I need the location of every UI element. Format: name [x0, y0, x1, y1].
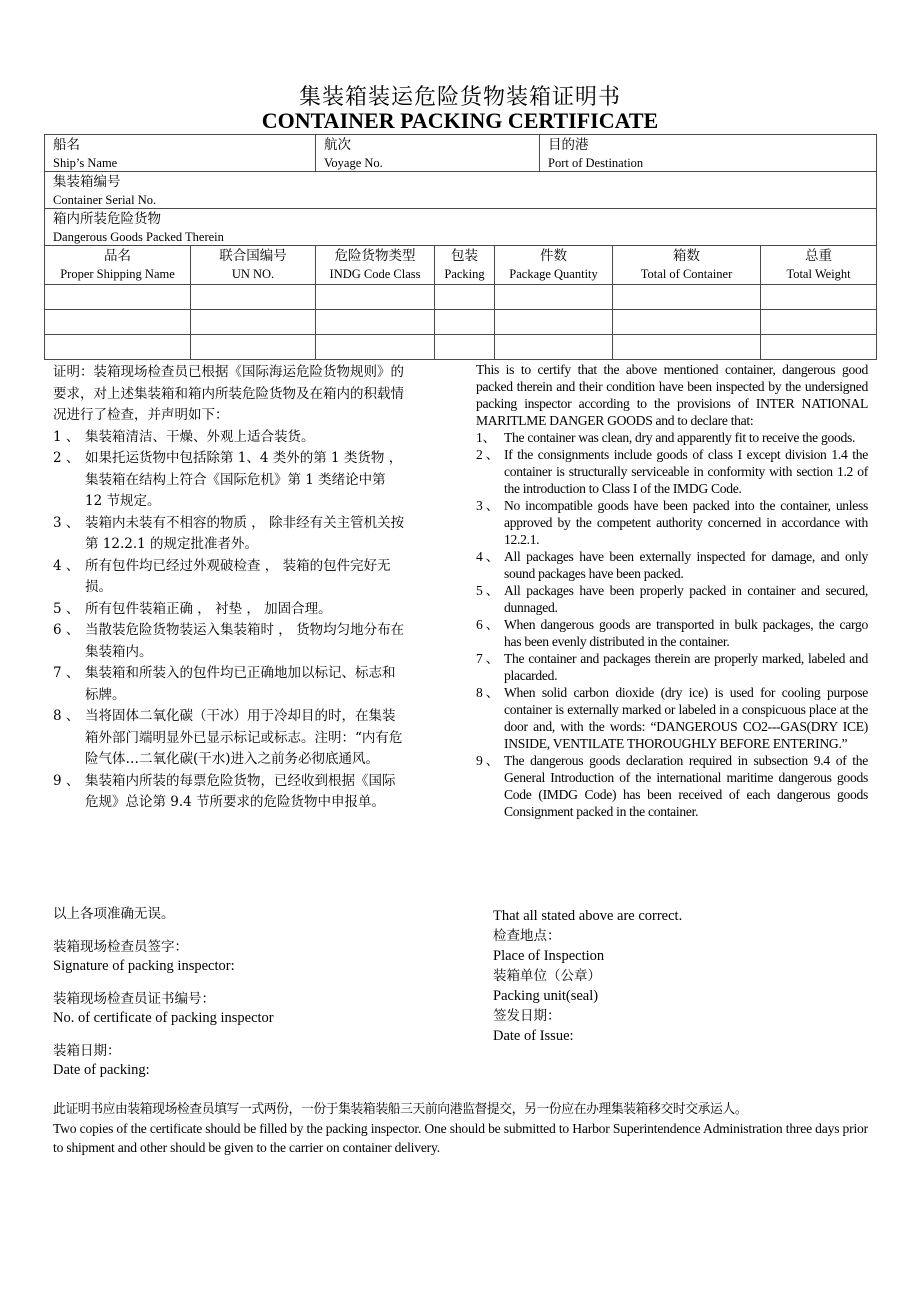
- item-text: All packages have been externally inspected for damage, and only sound packages have been packed.: [504, 549, 868, 581]
- footer-note: [53, 1100, 868, 1157]
- certificate-form-table: [44, 134, 877, 360]
- item-text: When solid carbon dioxide (dry ice) is used for cooling purpose container is externally marked or labeled in a conspicuous place at the door and, with the words: “DANGEROUS CO2---GAS(DRY ICE) INSIDE, VENTILATE THOROUGHLY BEFORE ENTERING.”: [504, 685, 868, 751]
- item-number: 4 、: [476, 549, 499, 564]
- item-number: 1 、: [53, 428, 80, 445]
- date-of-packing-field[interactable]: [53, 1042, 453, 1080]
- table-cell[interactable]: [316, 285, 435, 310]
- item-number: 1、: [476, 430, 496, 445]
- table-cell[interactable]: [495, 310, 613, 335]
- ship-name-field[interactable]: [45, 135, 316, 172]
- table-cell[interactable]: [761, 335, 877, 360]
- certificate-number-label-cn: 装箱现场检查员证书编号：: [53, 991, 215, 1007]
- item-text: 集装箱内所装的每票危险货物，已经收到根据《国际危规》总论第 9.4 节所要求的危险货物中申报单。: [85, 772, 396, 810]
- column-header-cn: 危险货物类型: [334, 248, 416, 264]
- date-of-issue-label-cn: 签发日期：: [493, 1008, 561, 1024]
- signature-label-en: Signature of packing inspector:: [53, 958, 235, 974]
- column-header-cn: 品名: [104, 248, 131, 264]
- place-of-inspection-field[interactable]: [493, 926, 873, 966]
- table-cell[interactable]: [613, 335, 761, 360]
- declaration-item-en: [476, 548, 868, 582]
- signature-field[interactable]: [53, 938, 453, 976]
- table-cell[interactable]: [45, 335, 191, 360]
- column-header-cn: 箱数: [673, 248, 701, 264]
- column-header-en: Proper Shipping Name: [60, 267, 175, 281]
- declaration-item-cn: [53, 427, 405, 449]
- voyage-no-label-en: Voyage No.: [324, 156, 383, 170]
- signature-section-right: [493, 906, 873, 1046]
- declaration-item-en: [476, 497, 868, 548]
- item-number: 8 、: [53, 708, 80, 724]
- item-number: 7 、: [53, 665, 80, 681]
- declaration-item-en: [476, 616, 868, 650]
- declaration-intro-en: This is to certify that the above mentioned container, dangerous good packed therein and their condition have been inspected by the undersigned packing inspector according to the provisions of INTER NATIONAL MARITLME DANGER GOODS and to declare that:: [476, 362, 868, 428]
- declaration-item-en: [476, 752, 868, 820]
- item-text: 当散装危险货物装运入集装箱时 ， 货物均匀地分布在集装箱内。: [85, 622, 405, 660]
- item-text: The container was clean, dry and apparently fit to receive the goods.: [504, 430, 856, 445]
- table-cell[interactable]: [435, 310, 495, 335]
- dangerous-goods-header: [45, 209, 877, 246]
- column-header-cn: 联合国编号: [219, 248, 287, 264]
- item-number: 5 、: [476, 583, 499, 598]
- signature-section-left: [53, 938, 453, 1094]
- item-text: 所有包件均已经过外观破检查 ， 装箱的包件完好无损。: [85, 557, 391, 595]
- table-cell[interactable]: [316, 310, 435, 335]
- declaration-item-cn: [53, 448, 405, 513]
- table-cell[interactable]: [435, 285, 495, 310]
- item-number: 4 、: [53, 557, 80, 574]
- declaration-item-en: [476, 684, 868, 752]
- declaration-item-cn: [53, 771, 405, 814]
- confirmation-cn: 以上各项准确无误。: [53, 906, 175, 922]
- ship-name-label-en: Ship’s Name: [53, 156, 118, 170]
- item-number: 6 、: [476, 617, 499, 632]
- container-serial-label-en: Container Serial No.: [53, 193, 157, 207]
- table-cell[interactable]: [761, 285, 877, 310]
- item-text: 所有包件装箱正确 ， 衬垫 ， 加固合理。: [85, 600, 332, 617]
- item-text: 装箱内未装有不相容的物质 ， 除非经有关主管机关按第 12.2.1 的规定批准者外。: [85, 514, 405, 552]
- goods-table-header-row: [45, 246, 877, 285]
- container-serial-label-cn: 集装箱编号: [53, 174, 121, 190]
- packing-unit-label-cn: 装箱单位（公章）: [493, 968, 601, 984]
- declaration-item-en: [476, 429, 868, 446]
- table-cell[interactable]: [45, 285, 191, 310]
- declaration-english: [476, 361, 868, 820]
- date-of-packing-label-en: Date of packing:: [53, 1062, 150, 1078]
- column-header: [495, 246, 613, 285]
- date-of-packing-label-cn: 装箱日期：: [53, 1043, 121, 1059]
- date-of-issue-field[interactable]: [493, 1006, 873, 1046]
- item-number: 8 、: [476, 685, 499, 700]
- column-header-cn: 包装: [451, 248, 479, 264]
- date-of-issue-label-en: Date of Issue:: [493, 1028, 574, 1044]
- table-cell[interactable]: [191, 310, 316, 335]
- item-text: All packages have been properly packed in container and secured, dunnaged.: [504, 583, 868, 615]
- declaration-intro-cn: 证明：装箱现场检查员已根据《国际海运危险货物规则》的要求，对上述集装箱和箱内所装危险货物及在箱内的积载情况进行了检查，并声明如下：: [53, 364, 404, 423]
- footer-note-cn: 此证明书应由装箱现场检查员填写一式两份，一份于集装箱装船三天前向港监督提交，另一份应在办理集装箱移交时交承运人。: [53, 1102, 748, 1117]
- declaration-item-cn: [53, 556, 405, 599]
- table-cell[interactable]: [613, 285, 761, 310]
- port-label-cn: 目的港: [548, 137, 589, 153]
- column-header: [45, 246, 191, 285]
- item-number: 9 、: [476, 753, 499, 768]
- item-number: 3 、: [53, 514, 80, 531]
- declaration-item-cn: [53, 620, 405, 663]
- title-english: CONTAINER PACKING CERTIFICATE: [261, 108, 659, 133]
- voyage-no-label-cn: 航次: [324, 137, 352, 153]
- voyage-no-field[interactable]: [316, 135, 540, 172]
- signature-label-cn: 装箱现场检查员签字：: [53, 939, 188, 955]
- table-cell[interactable]: [191, 335, 316, 360]
- declaration-chinese: [53, 362, 405, 814]
- table-cell[interactable]: [191, 285, 316, 310]
- title-chinese: 集装箱装运危险货物装箱证明书: [298, 85, 621, 110]
- certificate-number-field[interactable]: [53, 990, 453, 1028]
- table-cell[interactable]: [613, 310, 761, 335]
- confirmation-en: That all stated above are correct.: [493, 908, 683, 924]
- port-of-destination-field[interactable]: [540, 135, 877, 172]
- item-text: 集装箱清洁、干燥、外观上适合装货。: [85, 428, 315, 445]
- dangerous-goods-label-en: Dangerous Goods Packed Therein: [53, 230, 224, 244]
- item-text: The container and packages therein are properly marked, labeled and placarded.: [504, 651, 868, 683]
- table-cell[interactable]: [761, 310, 877, 335]
- item-number: 6 、: [53, 622, 80, 638]
- declaration-item-cn: [53, 706, 405, 771]
- column-header: [191, 246, 316, 285]
- column-header-cn: 件数: [540, 248, 568, 264]
- dangerous-goods-label-cn: 箱内所装危险货物: [53, 211, 161, 227]
- item-number: 2 、: [53, 450, 80, 466]
- item-text: 集装箱和所装入的包件均已正确地加以标记、标志和标牌。: [85, 665, 396, 703]
- column-header: [316, 246, 435, 285]
- ship-name-label-cn: 船名: [53, 137, 80, 153]
- column-header-en: UN NO.: [231, 267, 275, 281]
- packing-unit-field[interactable]: [493, 966, 873, 1006]
- item-number: 7 、: [476, 651, 499, 666]
- declaration-item-en: [476, 446, 868, 497]
- item-text: If the consignments include goods of class I except division 1.4 the container is structurally serviceable in conformity with section 1.2 of the introduction to Class I of the IMDG Code.: [504, 447, 868, 496]
- container-serial-no-field[interactable]: [45, 172, 877, 209]
- column-header-en: Packing: [444, 267, 485, 281]
- table-cell[interactable]: [495, 335, 613, 360]
- item-number: 3 、: [476, 498, 499, 513]
- column-header-en: Total Weight: [786, 267, 851, 281]
- item-number: 5 、: [53, 600, 80, 617]
- column-header: [613, 246, 761, 285]
- item-number: 9 、: [53, 772, 80, 789]
- column-header-en: Package Quantity: [509, 267, 598, 281]
- column-header-cn: 总重: [805, 248, 833, 264]
- certificate-number-label-en: No. of certificate of packing inspector: [53, 1010, 274, 1026]
- column-header: [435, 246, 495, 285]
- item-text: No incompatible goods have been packed into the container, unless approved by the competent authority concerned in accordance with 12.2.1.: [504, 498, 868, 547]
- footer-note-en: Two copies of the certificate should be filled by the packing inspector. One should be submitted to Harbor Superintendence Administration three days prior to shipment and other should be given to the carrier on container delivery.: [53, 1121, 868, 1155]
- column-header-en: INDG Code Class: [329, 267, 421, 281]
- declaration-item-cn: [53, 663, 405, 706]
- item-text: 如果托运货物中包括除第 1、4 类外的第 1 类货物 ，集装箱在结构上符合《国际危机》第 1 类绪论中第 12 节规定。: [85, 450, 403, 509]
- place-of-inspection-label-en: Place of Inspection: [493, 948, 605, 964]
- declaration-item-cn: [53, 599, 405, 621]
- table-cell[interactable]: [495, 285, 613, 310]
- item-text: The dangerous goods declaration required in subsection 9.4 of the General Introduction of the international maritime dangerous goods Code (IMDG Code) has been received of each dangerous goods Consignment packed in the container.: [504, 753, 868, 819]
- table-cell[interactable]: [45, 310, 191, 335]
- declaration-item-en: [476, 650, 868, 684]
- table-cell[interactable]: [435, 335, 495, 360]
- declaration-item-en: [476, 582, 868, 616]
- packing-unit-label-en: Packing unit(seal): [493, 988, 599, 1004]
- item-number: 2 、: [476, 447, 499, 462]
- place-of-inspection-label-cn: 检查地点：: [493, 928, 561, 944]
- declaration-item-cn: [53, 513, 405, 556]
- table-row: [45, 335, 877, 360]
- port-label-en: Port of Destination: [548, 156, 644, 170]
- table-row: [45, 310, 877, 335]
- item-text: 当将固体二氧化碳（干冰）用于冷却目的时，在集装箱外部门端明显外已显示标记或标志。注明：“内有危险气体…二氧化碳(干水)进入之前务必彻底通风。: [85, 708, 403, 767]
- table-row: [45, 285, 877, 310]
- table-cell[interactable]: [316, 335, 435, 360]
- column-header-en: Total of Container: [640, 267, 733, 281]
- item-text: When dangerous goods are transported in bulk packages, the cargo has been evenly distributed in the container.: [504, 617, 868, 649]
- column-header: [761, 246, 877, 285]
